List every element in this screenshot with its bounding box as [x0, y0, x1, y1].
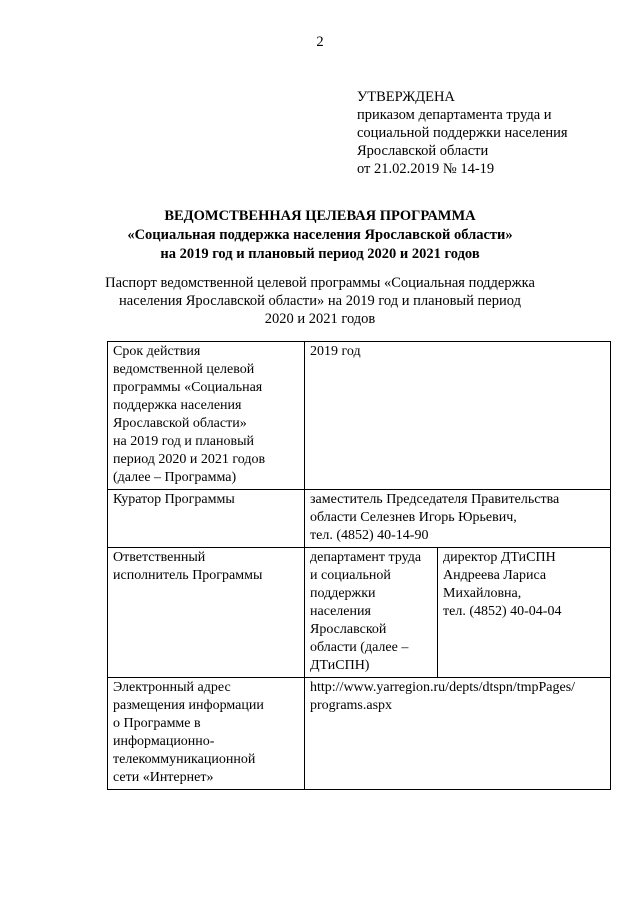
- cell-line: ведомственной целевой: [113, 362, 255, 377]
- row-label-cell: [108, 342, 305, 490]
- cell-line: Ярославской: [310, 622, 387, 637]
- program-url-line: programs.aspx: [310, 698, 393, 713]
- cell-line: области Селезнев Игорь Юрьевич,: [310, 510, 517, 525]
- cell-line: сети «Интернет»: [113, 770, 214, 785]
- passport-table: [107, 341, 611, 790]
- approval-line: УТВЕРЖДЕНА: [357, 89, 455, 105]
- approval-line: приказом департамента труда и: [357, 107, 552, 123]
- subtitle-line: Паспорт ведомственной целевой программы «Социальная поддержка: [105, 275, 535, 291]
- cell-line: на 2019 год и плановый: [113, 434, 255, 449]
- subtitle-line: населения Ярославской области» на 2019 год и плановый период: [119, 293, 521, 309]
- approval-line: социальной поддержки населения: [357, 125, 568, 141]
- title-line: «Социальная поддержка населения Ярославской области»: [127, 227, 513, 243]
- row-label-cell: [108, 548, 305, 678]
- cell-line: Михайловна,: [443, 586, 522, 601]
- title-line: ВЕДОМСТВЕННАЯ ЦЕЛЕВАЯ ПРОГРАММА: [164, 208, 476, 224]
- cell-line: исполнитель Программы: [113, 568, 263, 583]
- cell-line: Ярославской области»: [113, 416, 247, 431]
- cell-line: ДТиСПН): [310, 658, 370, 673]
- row-value-cell: [305, 548, 438, 678]
- cell-line: Куратор Программы: [113, 492, 235, 507]
- page-number: 2: [316, 34, 324, 50]
- cell-line: размещения информации: [113, 698, 264, 713]
- row-value-cell-director: [438, 548, 611, 678]
- cell-line: тел. (4852) 40-04-04: [443, 604, 562, 619]
- cell-line: области (далее –: [310, 640, 409, 655]
- row-value-cell: [305, 490, 611, 548]
- program-url-line: http://www.yarregion.ru/depts/dtspn/tmpPages/: [310, 680, 576, 695]
- cell-line: Ответственный: [113, 550, 206, 565]
- approval-line: от 21.02.2019 № 14-19: [357, 161, 495, 177]
- passport-heading: [40, 274, 600, 328]
- title-line: на 2019 год и плановый период 2020 и 2021 годов: [160, 246, 480, 262]
- approval-line: Ярославской области: [357, 143, 489, 159]
- cell-line: (далее – Программа): [113, 470, 237, 485]
- table-row-duration: [108, 342, 611, 490]
- cell-line: директор ДТиСПН: [443, 550, 556, 565]
- cell-line: Андреева Лариса: [443, 568, 547, 583]
- cell-line: населения: [310, 604, 371, 619]
- cell-line: период 2020 и 2021 годов: [113, 452, 266, 467]
- cell-line: поддержки: [310, 586, 376, 601]
- row-label-cell: [108, 678, 305, 790]
- table-row-executor: [108, 548, 611, 678]
- cell-line: поддержка населения: [113, 398, 242, 413]
- cell-line: телекоммуникационной: [113, 752, 256, 767]
- cell-line: тел. (4852) 40-14-90: [310, 528, 429, 543]
- cell-line: заместитель Председателя Правительства: [310, 492, 560, 507]
- cell-line: департамент труда: [310, 550, 422, 565]
- cell-line: и социальной: [310, 568, 391, 583]
- row-label-cell: [108, 490, 305, 548]
- approval-stamp: [357, 88, 627, 178]
- row-value-cell: [305, 678, 611, 790]
- cell-line: о Программе в: [113, 716, 201, 731]
- table-row-web-address: [108, 678, 611, 790]
- cell-line: Электронный адрес: [113, 680, 231, 695]
- document-title: [40, 207, 600, 264]
- cell-line: Срок действия: [113, 344, 201, 359]
- cell-line: 2019 год: [310, 344, 361, 359]
- table-row-curator: [108, 490, 611, 548]
- row-value-cell: [305, 342, 611, 490]
- cell-line: программы «Социальная: [113, 380, 263, 395]
- cell-line: информационно-: [113, 734, 215, 749]
- subtitle-line: 2020 и 2021 годов: [264, 311, 376, 327]
